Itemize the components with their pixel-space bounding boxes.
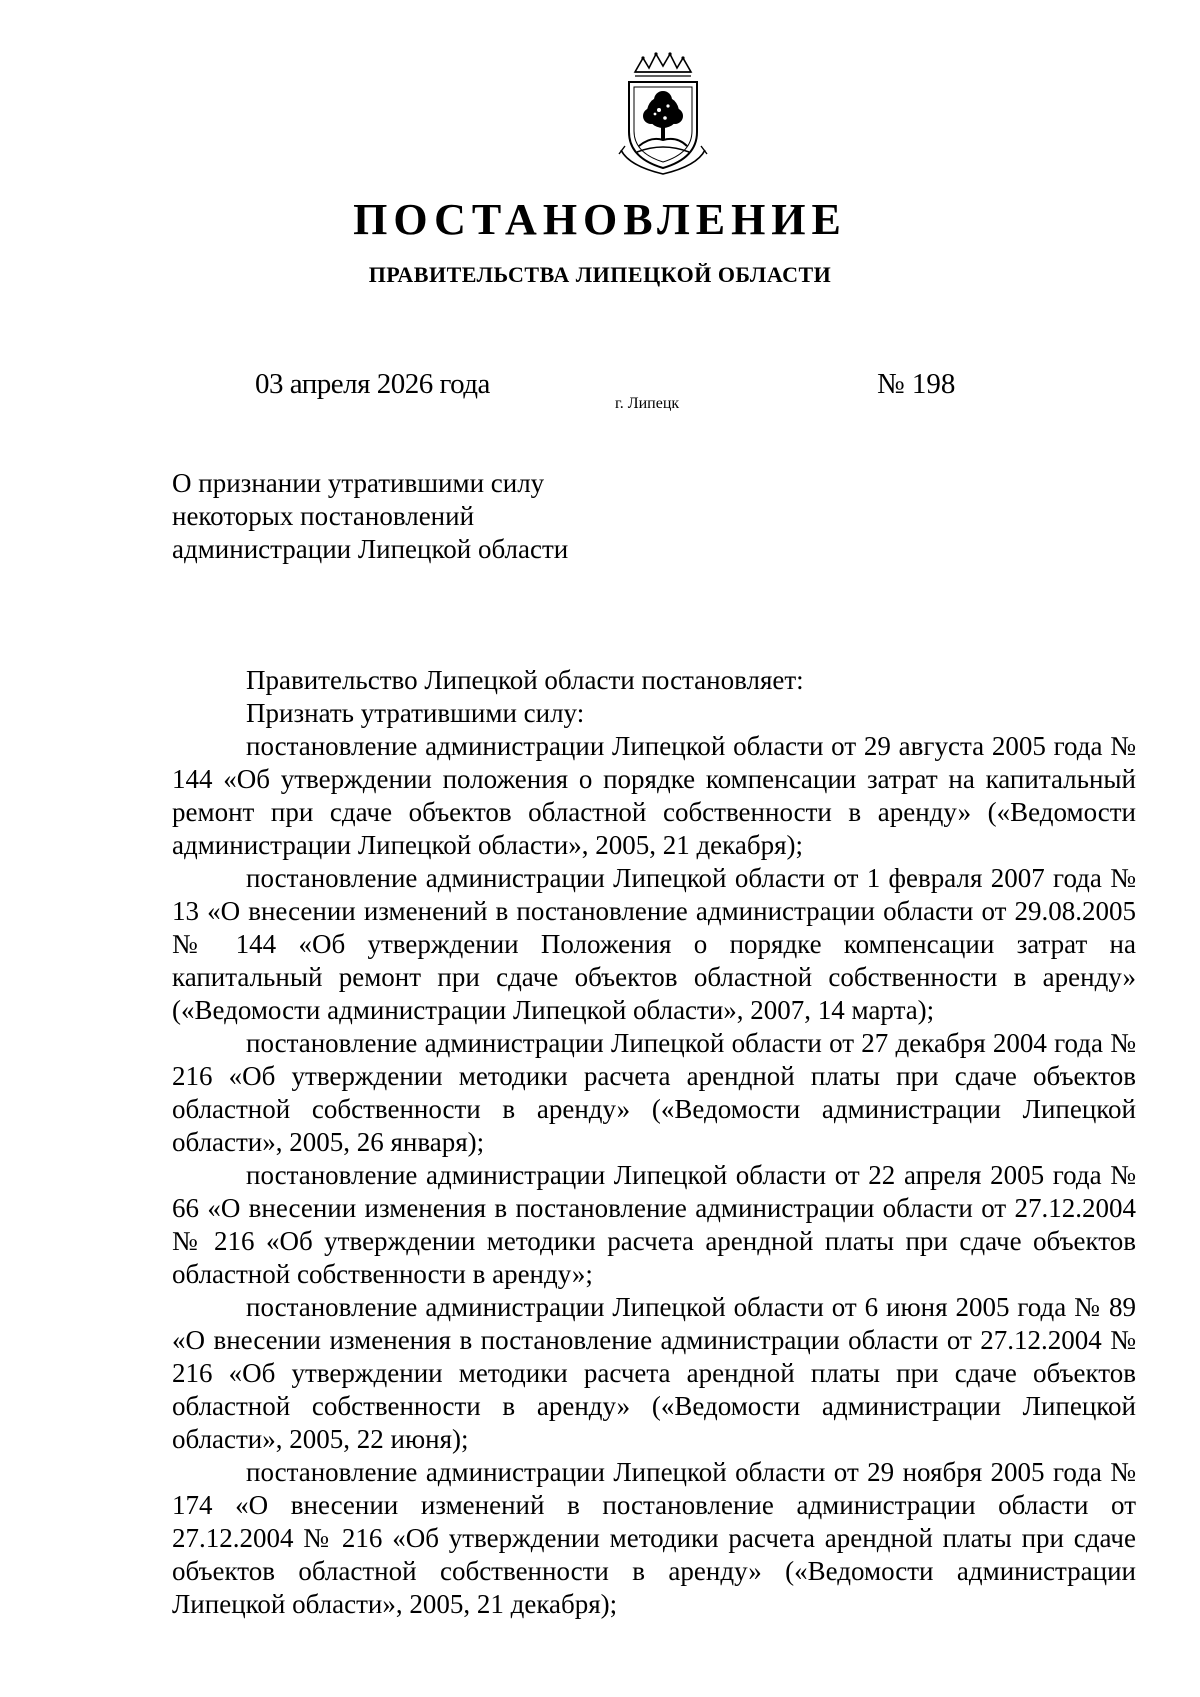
heading-line: некоторых постановлений	[172, 501, 475, 531]
document-subtitle: ПРАВИТЕЛЬСТВА ЛИПЕЦКОЙ ОБЛАСТИ	[368, 262, 832, 287]
list-item: постановление администрации Липецкой области от 29 ноября 2005 года № 174 «О внесении изменений в постановление администрации области от 27.12.2004 № 216 «Об утверждении методики расчета арендной платы при сдаче объектов областной собственности в аренду» («Ведомости администрации Липецкой области», 2005, 21 декабря);	[172, 1457, 1136, 1619]
list-item: постановление администрации Липецкой области от 27 декабря 2004 года № 216 «Об утверждении методики расчета арендной платы при сдаче объектов областной собственности в аренду» («Ведомости администрации Липецкой области», 2005, 26 января);	[172, 1028, 1136, 1157]
list-item: постановление администрации Липецкой области от 1 февраля 2007 года № 13 «О внесении изменений в постановление администрации области от 29.08.2005 № 144 «Об утверждении Положения о порядке компенсации затрат на капитальный ремонт при сдаче объектов областной собственности в аренду» («Ведомости администрации Липецкой области», 2007, 14 марта);	[172, 863, 1136, 1025]
document-heading	[172, 467, 568, 566]
heading-line: администрации Липецкой области	[172, 534, 569, 564]
document-number: № 198	[877, 368, 956, 400]
list-item: постановление администрации Липецкой области от 29 августа 2005 года № 144 «Об утверждении положения о порядке компенсации затрат на капитальный ремонт при сдаче объектов областной собственности в аренду» («Ведомости администрации Липецкой области», 2005, 21 декабря);	[172, 731, 1136, 860]
heading-line: О признании утратившими силу	[172, 468, 545, 498]
intro-paragraph: Правительство Липецкой области постановляет:	[246, 665, 804, 695]
document-title: ПОСТАНОВЛЕНИЕ	[353, 195, 847, 244]
list-item: постановление администрации Липецкой области от 6 июня 2005 года № 89 «О внесении изменения в постановление администрации области от 27.12.2004 № 216 «Об утверждении методики расчета арендной платы при сдаче объектов областной собственности в аренду» («Ведомости администрации Липецкой области», 2005, 22 июня);	[172, 1292, 1136, 1454]
lead-paragraph: Признать утратившими силу:	[246, 698, 585, 728]
coat-of-arms-icon	[615, 50, 711, 178]
list-item: постановление администрации Липецкой области от 22 апреля 2005 года № 66 «О внесении изменения в постановление администрации области от 27.12.2004 № 216 «Об утверждении методики расчета арендной платы при сдаче объектов областной собственности в аренду»;	[172, 1160, 1136, 1289]
document-date: 03 апреля 2026 года	[255, 368, 490, 400]
document-city: г. Липецк	[615, 395, 680, 412]
document-body	[172, 664, 1136, 1621]
